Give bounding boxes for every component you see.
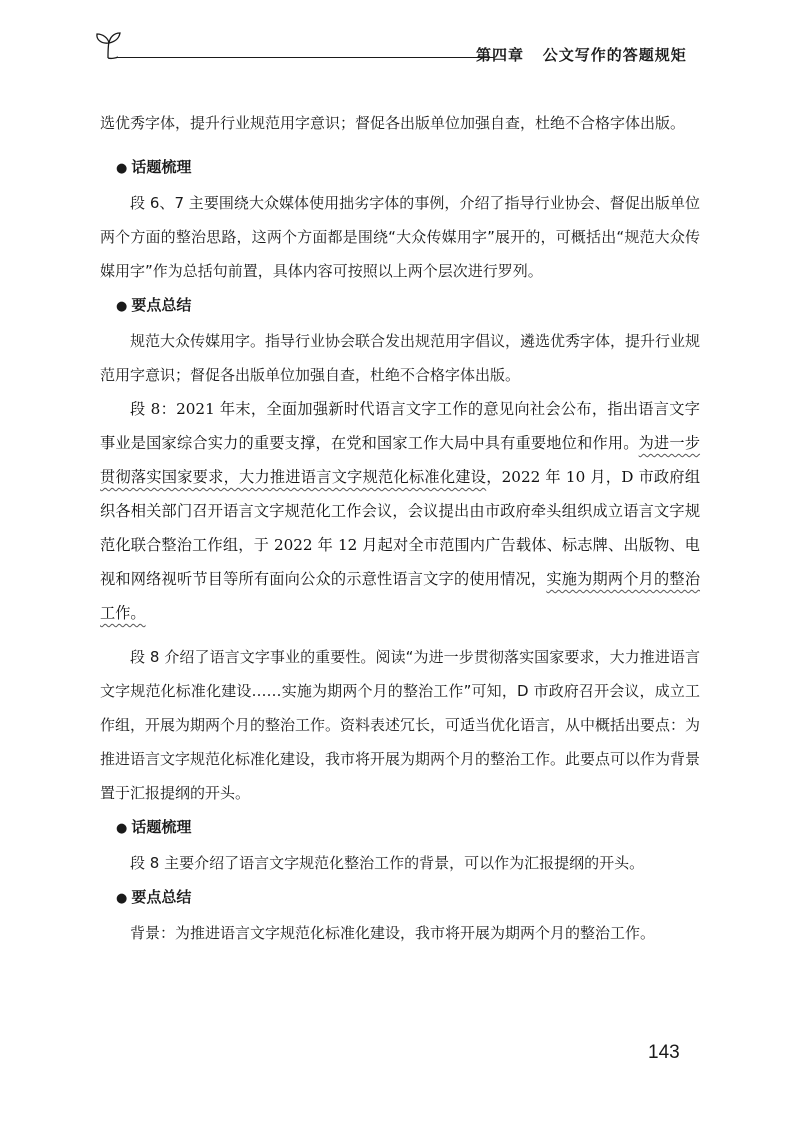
underlined-text: 为进一步贯彻落实国家要求，大力推进语言文字规范化标准化建设 — [100, 434, 701, 486]
page-body — [100, 106, 700, 950]
paragraph-continued: 选优秀字体，提升行业规范用字意识；督促各出版单位加强自查，杜绝不合格字体出版。 — [100, 114, 686, 132]
header-title — [476, 44, 687, 65]
source-text: ，2022 年 10 月，D 市政府组织各相关部门召开语言文字规范化工作会议，会议提出由市政府牵头组织成立语言文字规范化联合整治工作组，于 2022 年 12 月起对全市范围内广告载体、标志牌、出版物、电视和网络视听节目等所有面向公众的示意性语言文字的使用情况， — [100, 468, 701, 588]
paragraph: 规范大众传媒用字。指导行业协会联合发出规范用字倡议，遴选优秀字体，提升行业规范用字意识；督促各出版单位加强自查，杜绝不合格字体出版。 — [100, 332, 701, 384]
bullet-icon: ● — [116, 299, 128, 314]
paragraph: 背景：为推进语言文字规范化标准化建设，我市将开展为期两个月的整治工作。 — [130, 924, 656, 942]
heading-text: 要点总结 — [131, 296, 192, 314]
heading-text: 话题梳理 — [131, 818, 192, 836]
paragraph: 段 8 介绍了语言文字事业的重要性。阅读“为进一步贯彻落实国家要求，大力推进语言文字规范化标准化建设……实施为期两个月的整治工作”可知，D 市政府召开会议，成立工作组，开展为期两个月的整治工作。资料表述冗长，可适当优化语言，从中概括出要点：为推进语言文字规范化标准化建设，我市将开展为期两个月的整治工作。此要点可以作为背景置于汇报提纲的开头。 — [100, 648, 701, 802]
heading-text: 要点总结 — [131, 888, 192, 906]
section-heading-topic — [100, 810, 700, 846]
bullet-icon: ● — [116, 821, 128, 836]
bullet-icon: ● — [116, 891, 128, 906]
underlined-text: 实施为期两个月的整治工作。 — [100, 570, 701, 622]
page-number: 143 — [648, 1042, 680, 1063]
header-rule — [116, 57, 494, 58]
section-heading-summary — [100, 880, 700, 916]
heading-text: 话题梳理 — [131, 158, 192, 176]
sprout-icon — [94, 30, 124, 60]
section-heading-topic — [100, 150, 700, 186]
section-heading-summary — [100, 288, 700, 324]
source-paragraph — [100, 392, 700, 630]
paragraph: 段 6、7 主要围绕大众媒体使用拙劣字体的事例，介绍了指导行业协会、督促出版单位两个方面的整治思路，这两个方面都是围绕“大众传媒用字”展开的，可概括出“规范大众传媒用字”作为总括句前置，具体内容可按照以上两个层次进行罗列。 — [100, 194, 700, 280]
chapter-title: 公文写作的答题规矩 — [542, 46, 687, 64]
paragraph: 段 8 主要介绍了语言文字规范化整治工作的背景，可以作为汇报提纲的开头。 — [130, 854, 645, 872]
chapter-label: 第四章 — [476, 46, 525, 64]
source-text: 段 8：2021 年末，全面加强新时代语言文字工作的意见向社会公布，指出语言文字事业是国家综合实力的重要支撑，在党和国家工作大局中具有重要地位和作用。 — [100, 400, 700, 452]
bullet-icon: ● — [116, 161, 128, 176]
page-header — [94, 30, 714, 70]
